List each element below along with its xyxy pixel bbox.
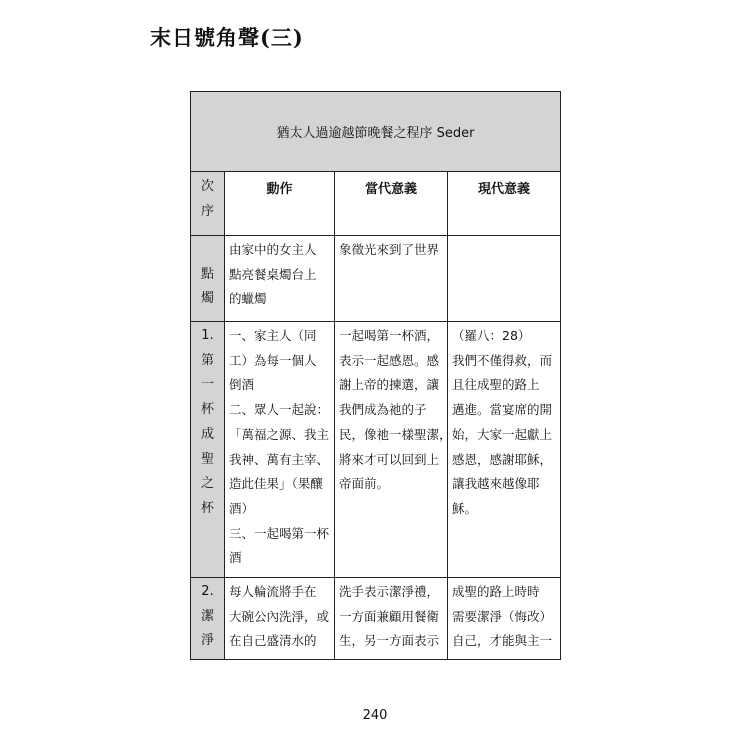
header-order	[191, 172, 225, 236]
cell-text-line: 我們成為祂的子	[339, 402, 427, 418]
header-order-line: 序	[200, 204, 214, 219]
header-order-line: 次	[200, 179, 214, 194]
table-row	[191, 322, 561, 578]
cell-text-line: 我神、萬有主宰、	[229, 451, 330, 467]
table-row	[191, 236, 561, 322]
row-action-cell	[225, 578, 335, 660]
cell-text-line: 始，大家一起獻上	[452, 426, 553, 442]
cell-text-line: 在自己盛清水的	[229, 633, 317, 649]
cell-text-line: 由家中的女主人	[229, 242, 317, 257]
cell-text-line: 杯	[200, 500, 214, 516]
row-modern-meaning-cell	[448, 578, 561, 660]
header-ancient-meaning: 當代意義	[335, 172, 448, 236]
row-order-cell	[191, 322, 225, 578]
table-body	[191, 236, 561, 660]
book-title: 末日號角聲(三)	[150, 25, 304, 50]
cell-text-line: 一方面兼顧用餐衛	[339, 608, 440, 624]
cell-text-line: 一、家主人（同	[229, 328, 317, 343]
cell-text-line: 需要潔淨（悔改）	[452, 608, 553, 624]
cell-text-line: 的蠟燭	[229, 291, 267, 307]
cell-text-line: （羅八：28）	[452, 328, 531, 343]
cell-text-line: 點亮餐桌燭台上	[229, 266, 317, 282]
cell-text-line: 且往成聖的路上	[452, 377, 540, 393]
cell-text-line: 感恩，感謝耶穌，	[452, 451, 553, 467]
table-header-row	[191, 172, 561, 236]
cell-text-line: 我們不僅得救，而	[452, 352, 553, 368]
cell-text-line: 潔	[200, 608, 214, 624]
cell-text-line: 「萬福之源、我主	[229, 426, 330, 442]
cell-text-line: 第	[200, 352, 214, 368]
page-number: 240	[362, 708, 388, 723]
cell-text-line: 讓我越來越像耶	[452, 476, 540, 492]
cell-text-line: 1.	[201, 328, 214, 343]
cell-text-line: 倒酒	[229, 377, 255, 393]
row-ancient-meaning-cell	[335, 578, 448, 660]
row-order-cell	[191, 578, 225, 660]
cell-text-line: 一	[200, 377, 214, 393]
cell-text-line: 工）為每一個人	[229, 352, 317, 368]
seder-table	[190, 91, 561, 660]
cell-text-line: 將來才可以回到上	[339, 451, 440, 467]
row-modern-meaning-cell	[448, 236, 561, 322]
cell-text-line: 每人輪流將手在	[229, 584, 317, 599]
cell-text-line	[191, 238, 224, 263]
cell-text-line: 洗手表示潔淨禮，	[339, 584, 440, 599]
cell-text-line: 2.	[201, 584, 214, 599]
row-action-cell	[225, 322, 335, 578]
cell-text-line: 象徵光來到了世界	[339, 242, 440, 257]
cell-text-line: 一起喝第一杯酒，	[339, 328, 440, 343]
cell-text-line: 成	[200, 426, 214, 442]
table-row	[191, 578, 561, 660]
cell-text-line: 二、眾人一起說：	[229, 402, 330, 418]
cell-text-line: 酒	[229, 550, 242, 566]
cell-text-line: 燭	[200, 291, 214, 307]
cell-text-line: 大碗公內洗淨，或	[229, 608, 330, 624]
cell-text-line: 表示一起感恩。感	[339, 352, 440, 368]
cell-text-line: 成聖的路上時時	[452, 584, 540, 599]
cell-text-line: 酒）	[229, 500, 255, 516]
cell-text-line: 自己，才能與主一	[452, 633, 553, 649]
row-ancient-meaning-cell	[335, 236, 448, 322]
cell-text-line: 造此佳果」（果釀	[229, 476, 323, 492]
cell-text-line: 淨	[200, 633, 214, 649]
cell-text-line: 帝面前。	[339, 476, 390, 492]
header-modern-meaning: 現代意義	[448, 172, 561, 236]
cell-text-line: 穌。	[452, 500, 478, 516]
cell-text-line: 謝上帝的揀選，讓	[339, 377, 440, 393]
row-ancient-meaning-cell	[335, 322, 452, 578]
cell-text-line: 民，像祂一樣聖潔，	[339, 426, 452, 442]
row-order-cell	[191, 236, 225, 322]
cell-text-line: 三、一起喝第一杯	[229, 525, 330, 541]
cell-text-line: 生，另一方面表示	[339, 633, 440, 649]
row-modern-meaning-cell	[448, 322, 561, 578]
table-title-row	[191, 92, 561, 172]
cell-text-line: 杯	[200, 402, 214, 418]
table-title: 猶太人過逾越節晚餐之程序 Seder	[191, 92, 561, 172]
cell-text-line: 聖	[200, 451, 214, 467]
cell-text-line: 邁進。當宴席的開	[452, 402, 553, 418]
header-action: 動作	[225, 172, 335, 236]
cell-text-line: 點	[200, 266, 214, 282]
cell-text-line: 之	[200, 476, 214, 492]
row-action-cell	[225, 236, 335, 322]
